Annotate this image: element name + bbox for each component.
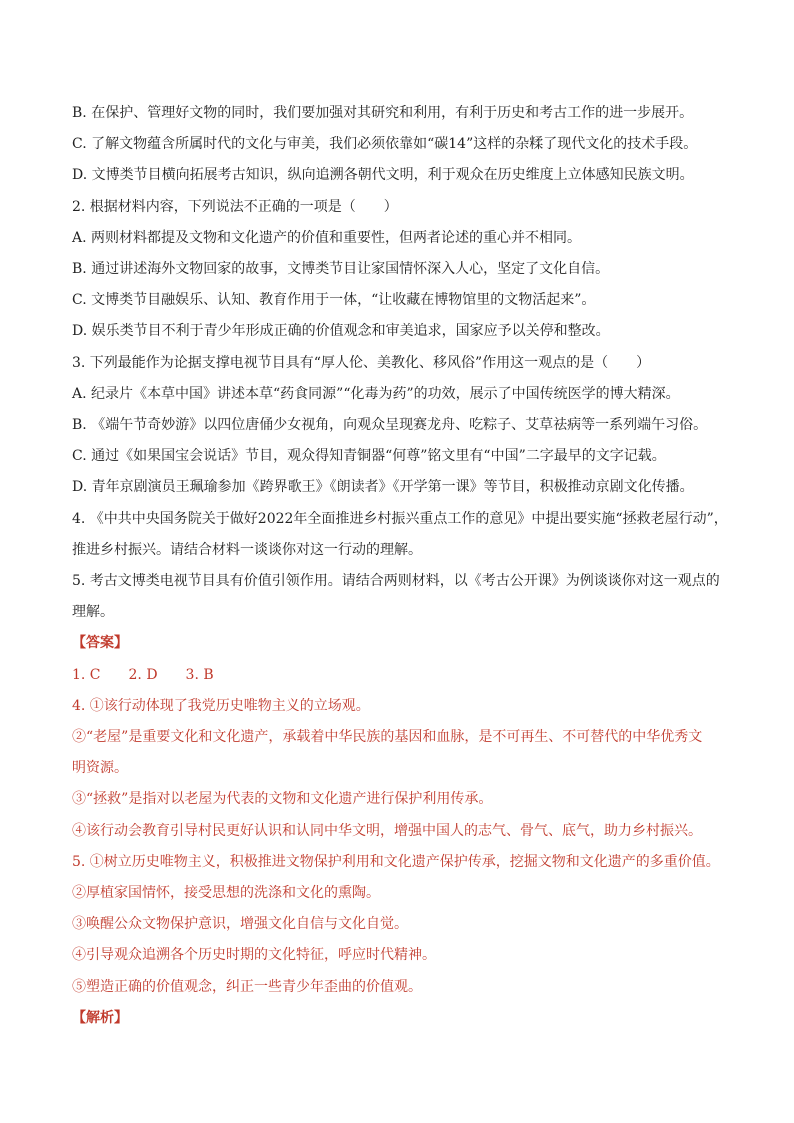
option-line: B. 通过讲述海外文物回家的故事，文博类节目让家国情怀深入人心，坚定了文化自信。 [72, 261, 610, 278]
option-line: D. 青年京剧演员王珮瑜参加《跨界歌王》《朗读者》《开学第一课》等节目，积极推动京剧文化传播。 [72, 479, 694, 496]
answer-line: ④引导观众追溯各个历史时期的文化特征，呼应时代精神。 [72, 947, 436, 964]
answer-line: ②“老屋”是重要文化和文化遗产，承载着中华民族的基因和血脉，是不可再生、不可替代的中华优秀文 [72, 729, 703, 746]
option-line: D. 娱乐类节目不利于青少年形成正确的价值观念和审美追求，国家应予以关停和整改。 [72, 323, 610, 340]
answer-line: 5. ①树立历史唯物主义，积极推进文物保护利用和文化遗产保护传承，挖掘文物和文化遗产的多重价值。 [72, 853, 720, 870]
question-stem: 5. 考古文博类电视节目具有价值引领作用。请结合两则材料，以《考古公开课》为例谈谈你对这一观点的 [72, 573, 720, 590]
answer-line: ②厚植家国情怀，接受思想的洗涤和文化的熏陶。 [72, 885, 380, 902]
answer-line: ④该行动会教育引导村民更好认识和认同中华文明，增强中国人的志气、骨气、底气，助力乡村振兴。 [72, 822, 702, 839]
question-stem-continued: 理解。 [72, 604, 114, 621]
answer-heading: 【答案】 [72, 635, 128, 652]
option-line: B. 《端午节奇妙游》以四位唐俑少女视角，向观众呈现赛龙舟、吃粽子、艾草祛病等一系列端午习俗。 [72, 417, 708, 434]
answer-line: ③唤醒公众文物保护意识，增强文化自信与文化自觉。 [72, 916, 408, 933]
option-line: C. 通过《如果国宝会说话》节目，观众得知青铜器“何尊”铭文里有“中国”二字最早的文字记载。 [72, 448, 666, 465]
answer-line: ③“拯救”是指对以老屋为代表的文物和文化遗产进行保护利用传承。 [72, 791, 493, 808]
answer-line: 明资源。 [72, 760, 128, 777]
option-line: C. 文博类节目融娱乐、认知、教育作用于一体，“让收藏在博物馆里的文物活起来”。 [72, 292, 596, 309]
question-stem: 3. 下列最能作为论据支撑电视节目具有“厚人伦、美教化、移风俗”作用这一观点的是（ ） [72, 354, 651, 371]
answer-choices: 1. C 2. D 3. B [72, 666, 214, 683]
option-line: A. 两则材料都提及文物和文化遗产的价值和重要性，但两者论述的重心并不相同。 [72, 229, 582, 246]
option-line: B. 在保护、管理好文物的同时，我们要加强对其研究和利用，有利于历史和考古工作的进一步展开。 [72, 105, 694, 121]
question-stem-continued: 推进乡村振兴。请结合材料一谈谈你对这一行动的理解。 [72, 541, 422, 558]
question-section [72, 98, 734, 628]
question-stem: 4. 《中共中央国务院关于做好2022年全面推进乡村振兴重点工作的意见》中提出要实施“拯救老屋行动”， [72, 510, 728, 527]
question-stem: 2. 根据材料内容，下列说法不正确的一项是（ ） [72, 198, 398, 215]
option-line: A. 纪录片《本草中国》讲述本草“药食同源”“化毒为药”的功效，展示了中国传统医学的博大精深。 [72, 385, 680, 402]
answer-line: 4. ①该行动体现了我党历史唯物主义的立场观。 [72, 697, 370, 714]
option-line: D. 文博类节目横向拓展考古知识，纵向追溯各朝代文明，利于观众在历史维度上立体感知民族文明。 [72, 167, 694, 184]
answer-line: ⑤塑造正确的价值观念，纠正一些青少年歪曲的价值观。 [72, 978, 422, 995]
answer-section [72, 628, 734, 1002]
option-line: C. 了解文物蕴含所属时代的文化与审美，我们必须依靠如“碳14”这样的杂糅了现代文化的技术手段。 [72, 136, 698, 153]
analysis-section [72, 1003, 734, 1034]
analysis-heading: 【解析】 [72, 1009, 128, 1026]
